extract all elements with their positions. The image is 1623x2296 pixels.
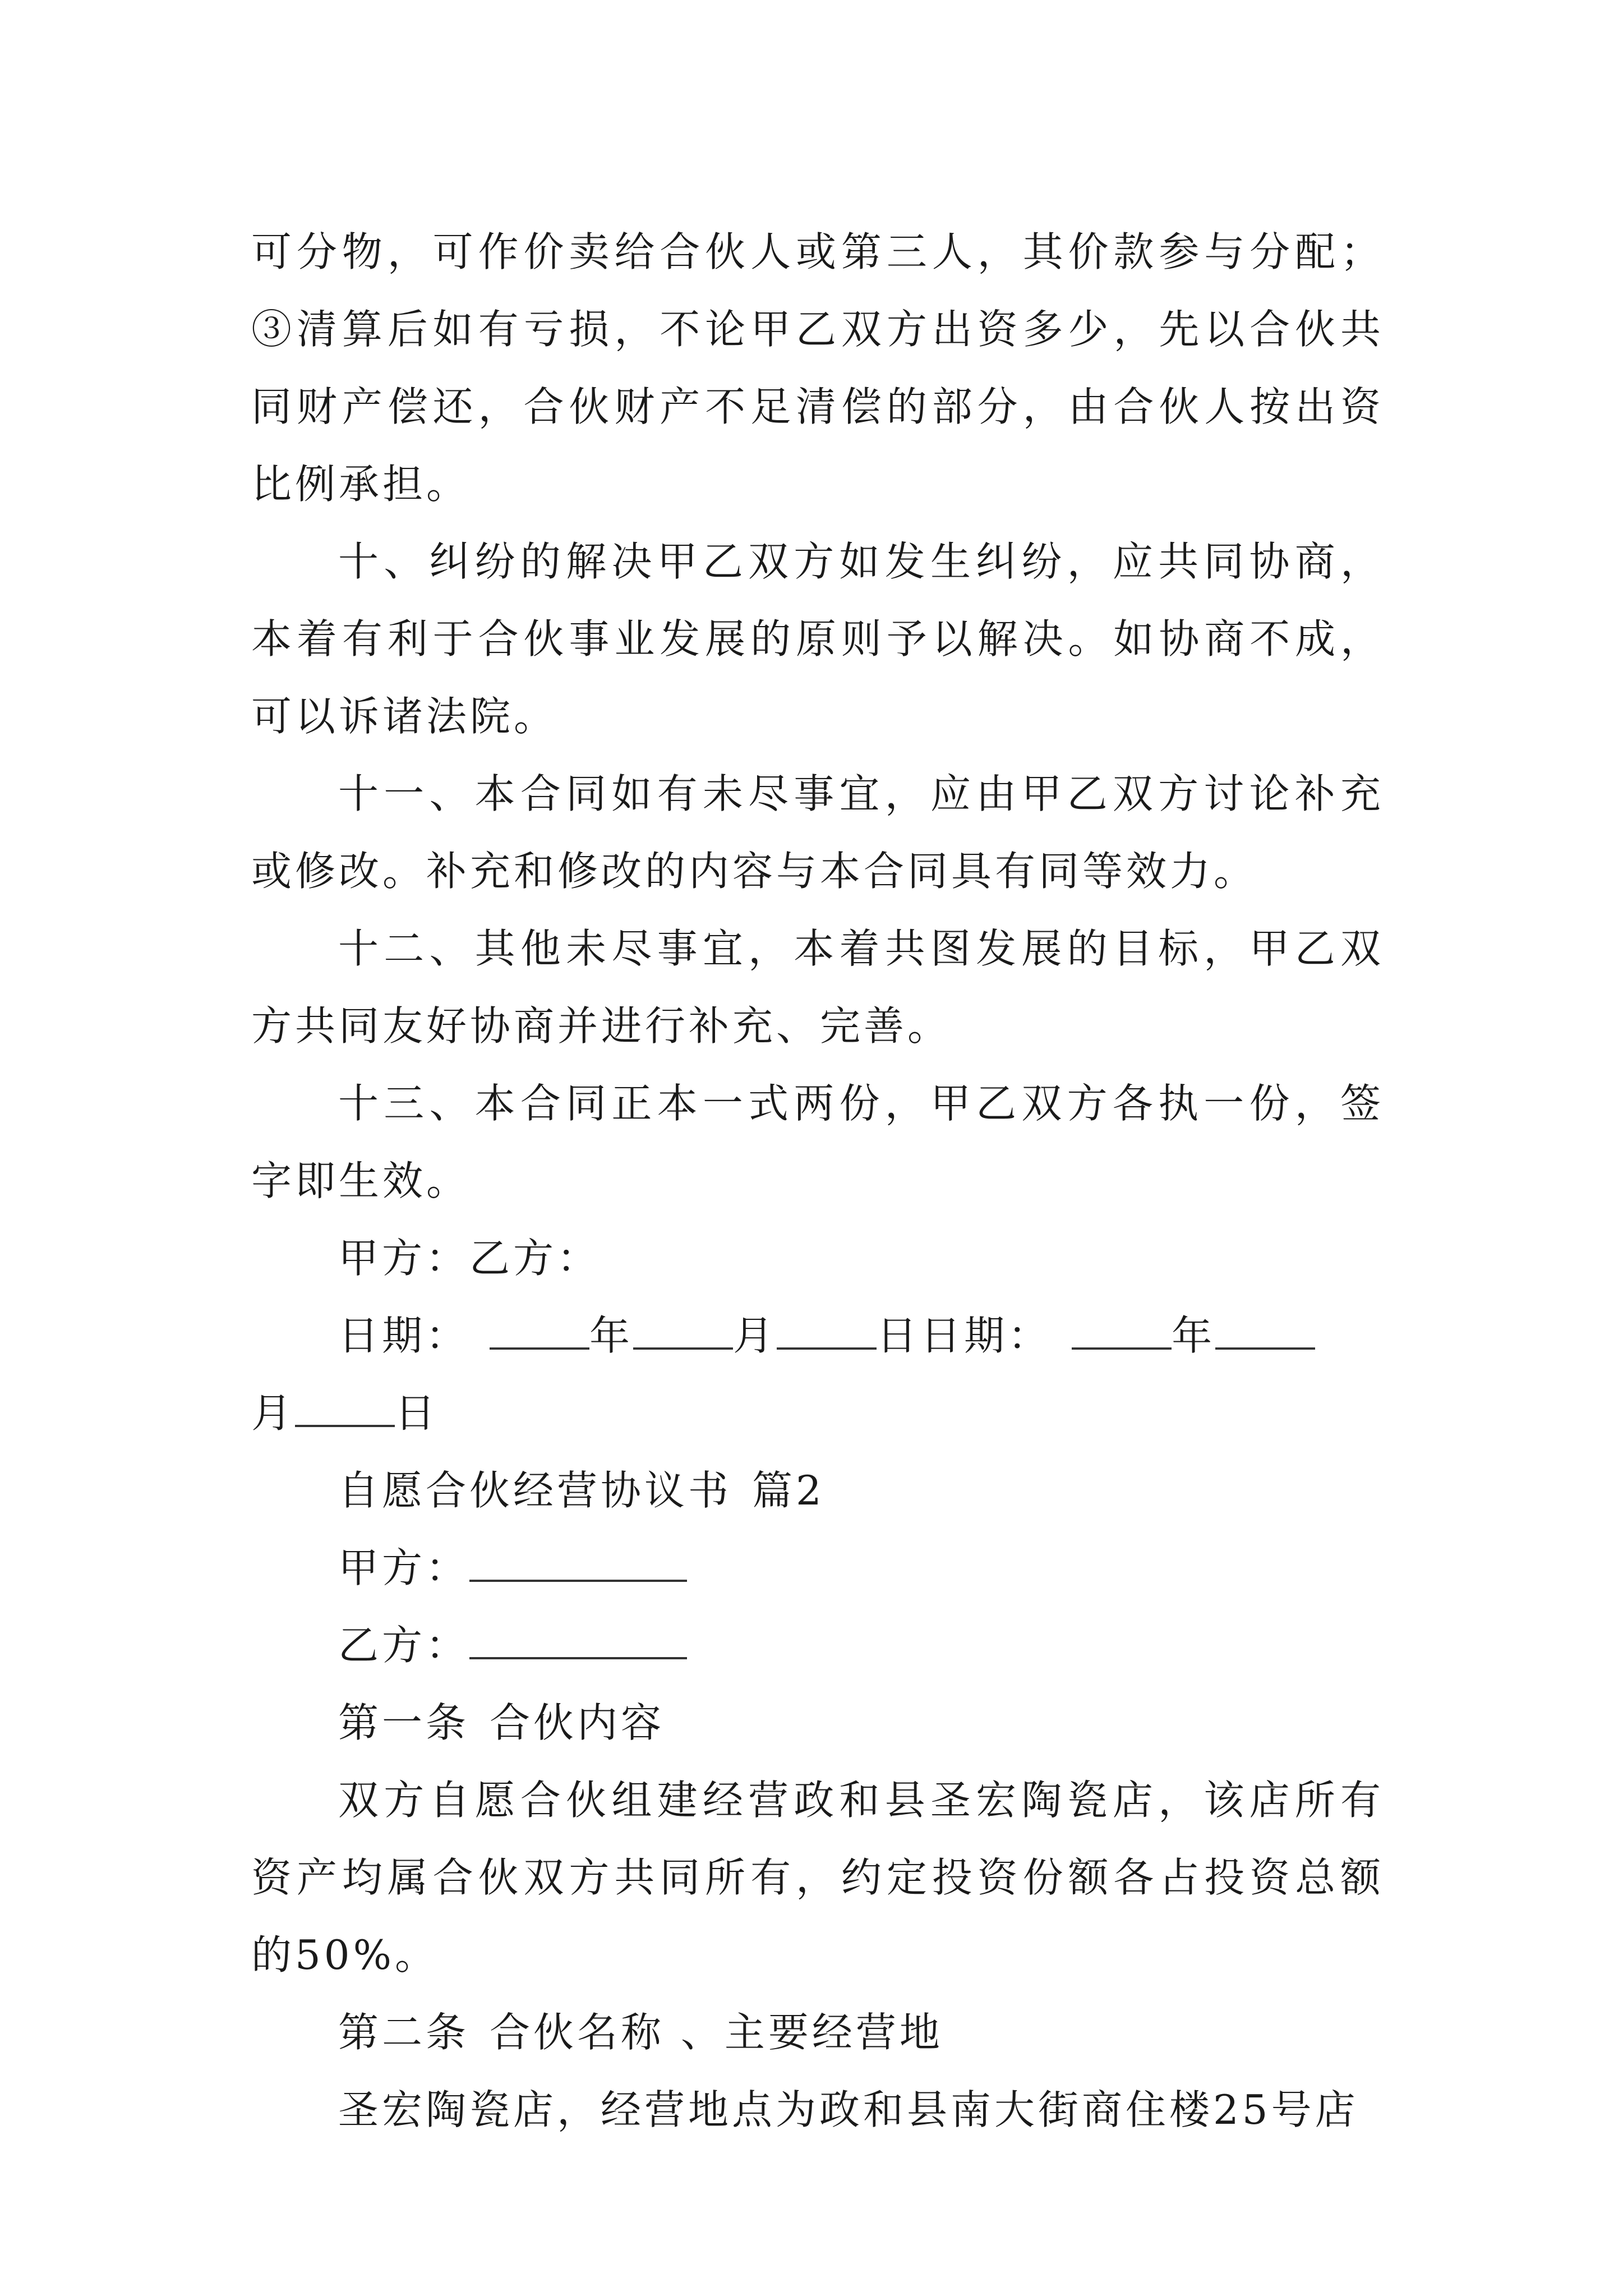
year-blank-party-b (1072, 1306, 1172, 1350)
article-1-name: 合伙内容 (490, 1699, 665, 1746)
day-blank-party-b (295, 1383, 395, 1427)
month-label-party-b: 月 (251, 1389, 296, 1437)
party-a-label: 甲方： (338, 1544, 470, 1591)
month-label-party-a: 月 (733, 1312, 777, 1359)
section-heading (251, 1452, 1384, 1529)
party-b-field (251, 1607, 1384, 1684)
paragraph-article-11: 十一、本合同如有未尽事宜，应由甲乙双方讨论补充或修改。补充和修改的内容与本合同具有同等效力。 (251, 770, 1384, 895)
article-2-heading (251, 1994, 1384, 2071)
paragraph-article-10: 十、纠纷的解决甲乙双方如发生纠纷，应共同协商，本着有利于合伙事业发展的原则予以解决。如协商不成，可以诉诸法院。 (251, 538, 1384, 740)
party-a-field (251, 1529, 1384, 1607)
date-line (251, 1297, 1384, 1452)
article-1-number: 第一条 (338, 1699, 470, 1746)
paragraph-article-13: 十三、本合同正本一式两份，甲乙双方各执一份，签字即生效。 (251, 1080, 1384, 1204)
article-2-number: 第二条 (338, 2009, 470, 2056)
date-label-party-b: 日期： (920, 1312, 1052, 1359)
party-b-label: 乙方： (338, 1622, 470, 1669)
paragraph-liquidation: 可分物，可作价卖给合伙人或第三人，其价款参与分配；③清算后如有亏损，不论甲乙双方出资多少，先以合伙共同财产偿还，合伙财产不足清偿的部分，由合伙人按出资比例承担。 (251, 228, 1384, 508)
day-label-party-b: 日 (395, 1389, 439, 1437)
section-heading-suffix: 篇2 (752, 1467, 825, 1514)
date-label-party-a: 日期： (338, 1312, 470, 1359)
article-1-body: 双方自愿合伙组建经营政和县圣宏陶瓷店，该店所有资产均属合伙双方共同所有，约定投资份额各占投资总额的50%。 (251, 1777, 1384, 1978)
day-blank-party-a (777, 1306, 877, 1350)
day-label-party-a: 日 (877, 1312, 921, 1359)
article-2-name: 合伙名称 、主要经营地 (490, 2009, 943, 2056)
year-label-party-b: 年 (1172, 1312, 1216, 1359)
section-heading-title: 自愿合伙经营协议书 (338, 1467, 732, 1514)
signature-line: 甲方：乙方： (338, 1235, 601, 1282)
month-blank-party-a (633, 1306, 733, 1350)
paragraph-article-12: 十二、其他未尽事宜，本着共图发展的目标，甲乙双方共同友好协商并进行补充、完善。 (251, 925, 1384, 1050)
document-body (251, 213, 1384, 2148)
party-b-blank (469, 1616, 687, 1659)
article-2-body: 圣宏陶瓷店，经营地点为政和县南大街商住楼25号店 (338, 2086, 1359, 2133)
year-label-party-a: 年 (589, 1312, 634, 1359)
article-1-heading (251, 1684, 1384, 1761)
party-a-blank (469, 1538, 687, 1582)
month-blank-party-b (1215, 1306, 1315, 1350)
year-blank-party-a (490, 1306, 589, 1350)
